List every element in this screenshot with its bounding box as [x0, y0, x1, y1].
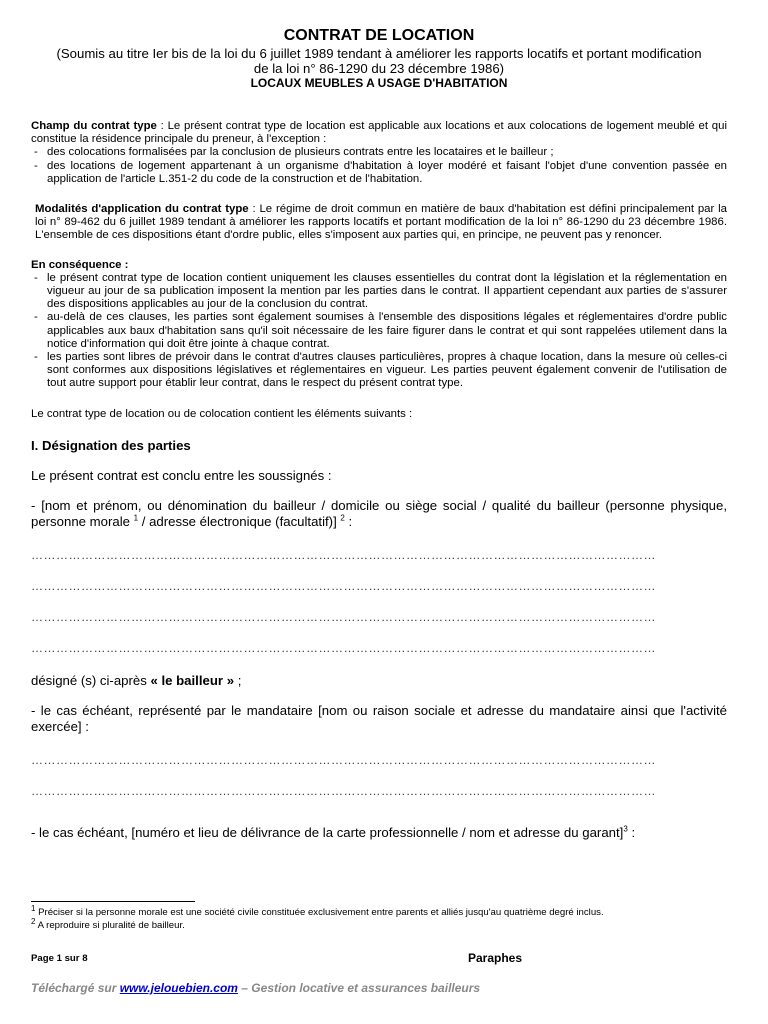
fill-in-line[interactable]: …………………………………………………………………………………………………………………………………… [31, 752, 656, 767]
parties-intro: Le présent contrat est conclu entre les soussignés : [31, 467, 332, 483]
designe-bailleur [31, 673, 727, 689]
footnote-ref-2: 2 [340, 513, 345, 523]
section-heading-designation: I. Désignation des parties [31, 437, 191, 453]
contract-subtitle-bold: LOCAUX MEUBLES A USAGE D'HABITATION [250, 76, 508, 90]
download-footer [31, 981, 480, 995]
champ-label: Champ du contrat type [31, 120, 157, 132]
champ-paragraph [31, 120, 727, 146]
footnote-number: 2 [31, 916, 36, 926]
bailleur-field-colon: : [344, 513, 353, 529]
champ-list [31, 146, 727, 186]
fill-in-line[interactable]: …………………………………………………………………………………………………………………………………… [31, 640, 656, 655]
page-number: Page 1 sur 8 [31, 953, 88, 964]
list-item: - des colocations formalisées par la conclusion de plusieurs contrats entre les locataires et le bailleur ; [31, 146, 727, 159]
designe-bailleur-label: « le bailleur » [150, 672, 235, 688]
contract-title: CONTRAT DE LOCATION [283, 27, 475, 44]
contract-subtitle-line1: (Soumis au titre Ier bis de la loi du 6 juillet 1989 tendant à améliorer les rapports locatifs et portant modification [56, 46, 702, 61]
mandataire-field-label: - le cas échéant, représenté par le mandataire [nom ou raison sociale et adresse du mandataire ainsi que l'activité exercée] : [31, 702, 727, 734]
footnote-ref-3: 3 [623, 824, 628, 834]
modalites-text: : Le régime de droit commun en matière de baux d'habitation est défini principalement par la loi n° 89-462 du 6 juillet 1989 tendant à améliorer les rapports locatifs et portant modification de la loi n° 86-1290 du 23 décembre 1986. L'ensemble de ces dispositions étant d'ordre public, elles s'imposent aux parties qui, en principe, ne peuvent pas y renoncer. [35, 203, 727, 242]
consequence-label [31, 259, 727, 272]
bailleur-field-label [31, 498, 727, 530]
document-page [31, 26, 727, 841]
footnote-divider [31, 901, 195, 902]
footnote-2 [31, 916, 721, 932]
fill-in-line[interactable]: …………………………………………………………………………………………………………………………………… [31, 609, 656, 624]
modalites-label: Modalités d'application du contrat type [35, 203, 249, 216]
carte-field-colon: : [627, 824, 636, 840]
consequence-heading: En conséquence : [31, 258, 129, 271]
footnote-number: 1 [31, 903, 36, 913]
jelouebien-link[interactable]: www.jelouebien.com [119, 981, 238, 995]
elements-intro: Le contrat type de location ou de colocation contient les éléments suivants : [31, 407, 413, 420]
carte-field-text: - le cas échéant, [numéro et lieu de délivrance de la carte professionnelle / nom et adresse du garant] [31, 824, 624, 840]
designe-text: désigné (s) ci-après [31, 672, 151, 688]
champ-text: : Le présent contrat type de location est applicable aux locations et aux colocations de logement meublé et qui constitue la résidence principale du preneur, à l'exception : [31, 120, 727, 146]
fill-in-line[interactable]: …………………………………………………………………………………………………………………………………… [31, 783, 656, 798]
page-footer [31, 951, 727, 967]
fill-in-line[interactable]: …………………………………………………………………………………………………………………………………… [31, 547, 656, 562]
bailleur-field-text-2: / adresse électronique (facultatif)] [138, 513, 341, 529]
paraphes-label: Paraphes [468, 951, 523, 965]
footnote-text: Préciser si la personne morale est une société civile constituée exclusivement entre parents et alliés jusqu'au quatrième degré inclus. [35, 907, 604, 918]
footnote-text: A reproduire si pluralité de bailleur. [35, 920, 185, 931]
list-item: - le présent contrat type de location contient uniquement les clauses essentielles du contrat dont la législation et la réglementation en vigueur au jour de sa publication imposent la mention par les parties dans le contrat. Il appartient cependant aux parties de s'assurer des dispositions applicables au jour de la conclusion du contrat. [31, 272, 727, 312]
download-tagline: – Gestion locative et assurances bailleurs [237, 981, 481, 995]
download-text: Téléchargé sur [31, 981, 120, 995]
footnote-1 [31, 903, 721, 919]
list-item: - les parties sont libres de prévoir dans le contrat d'autres clauses particulières, propres à chaque location, dans la mesure où celles-ci sont conformes aux dispositions législatives et réglementaires en vigueur. Les parties peuvent également convenir de l'utilisation de tout autre support pour établir leur contrat, dans le respect du présent contrat type. [31, 351, 727, 391]
fill-in-line[interactable]: …………………………………………………………………………………………………………………………………… [31, 578, 656, 593]
footnotes [31, 903, 721, 932]
bailleur-field-text: - [nom et prénom, ou dénomination du bailleur / domicile ou siège social / qualité du bailleur (personne physique, personne morale [31, 497, 727, 529]
carte-field-label [31, 825, 727, 841]
consequence-list [31, 272, 727, 391]
contract-subtitle-line2: de la loi n° 86-1290 du 23 décembre 1986) [253, 61, 505, 76]
list-item: - au-delà de ces clauses, les parties sont également soumises à l'ensemble des dispositions légales et réglementaires d'ordre public applicables aux baux d'habitation sans qu'il soit nécessaire de les faire figurer dans le contrat et qui sont rappelées utilement dans la notice d'information qui doit être jointe à chaque contrat. [31, 311, 727, 351]
list-item: - des locations de logement appartenant à un organisme d'habitation à loyer modéré et faisant l'objet d'une convention passée en application de l'article L.351-2 du code de la construction et de l'habitation. [31, 160, 727, 186]
modalites-paragraph [31, 203, 727, 243]
footnote-ref-1: 1 [133, 513, 139, 523]
designe-semicolon: ; [234, 672, 242, 688]
